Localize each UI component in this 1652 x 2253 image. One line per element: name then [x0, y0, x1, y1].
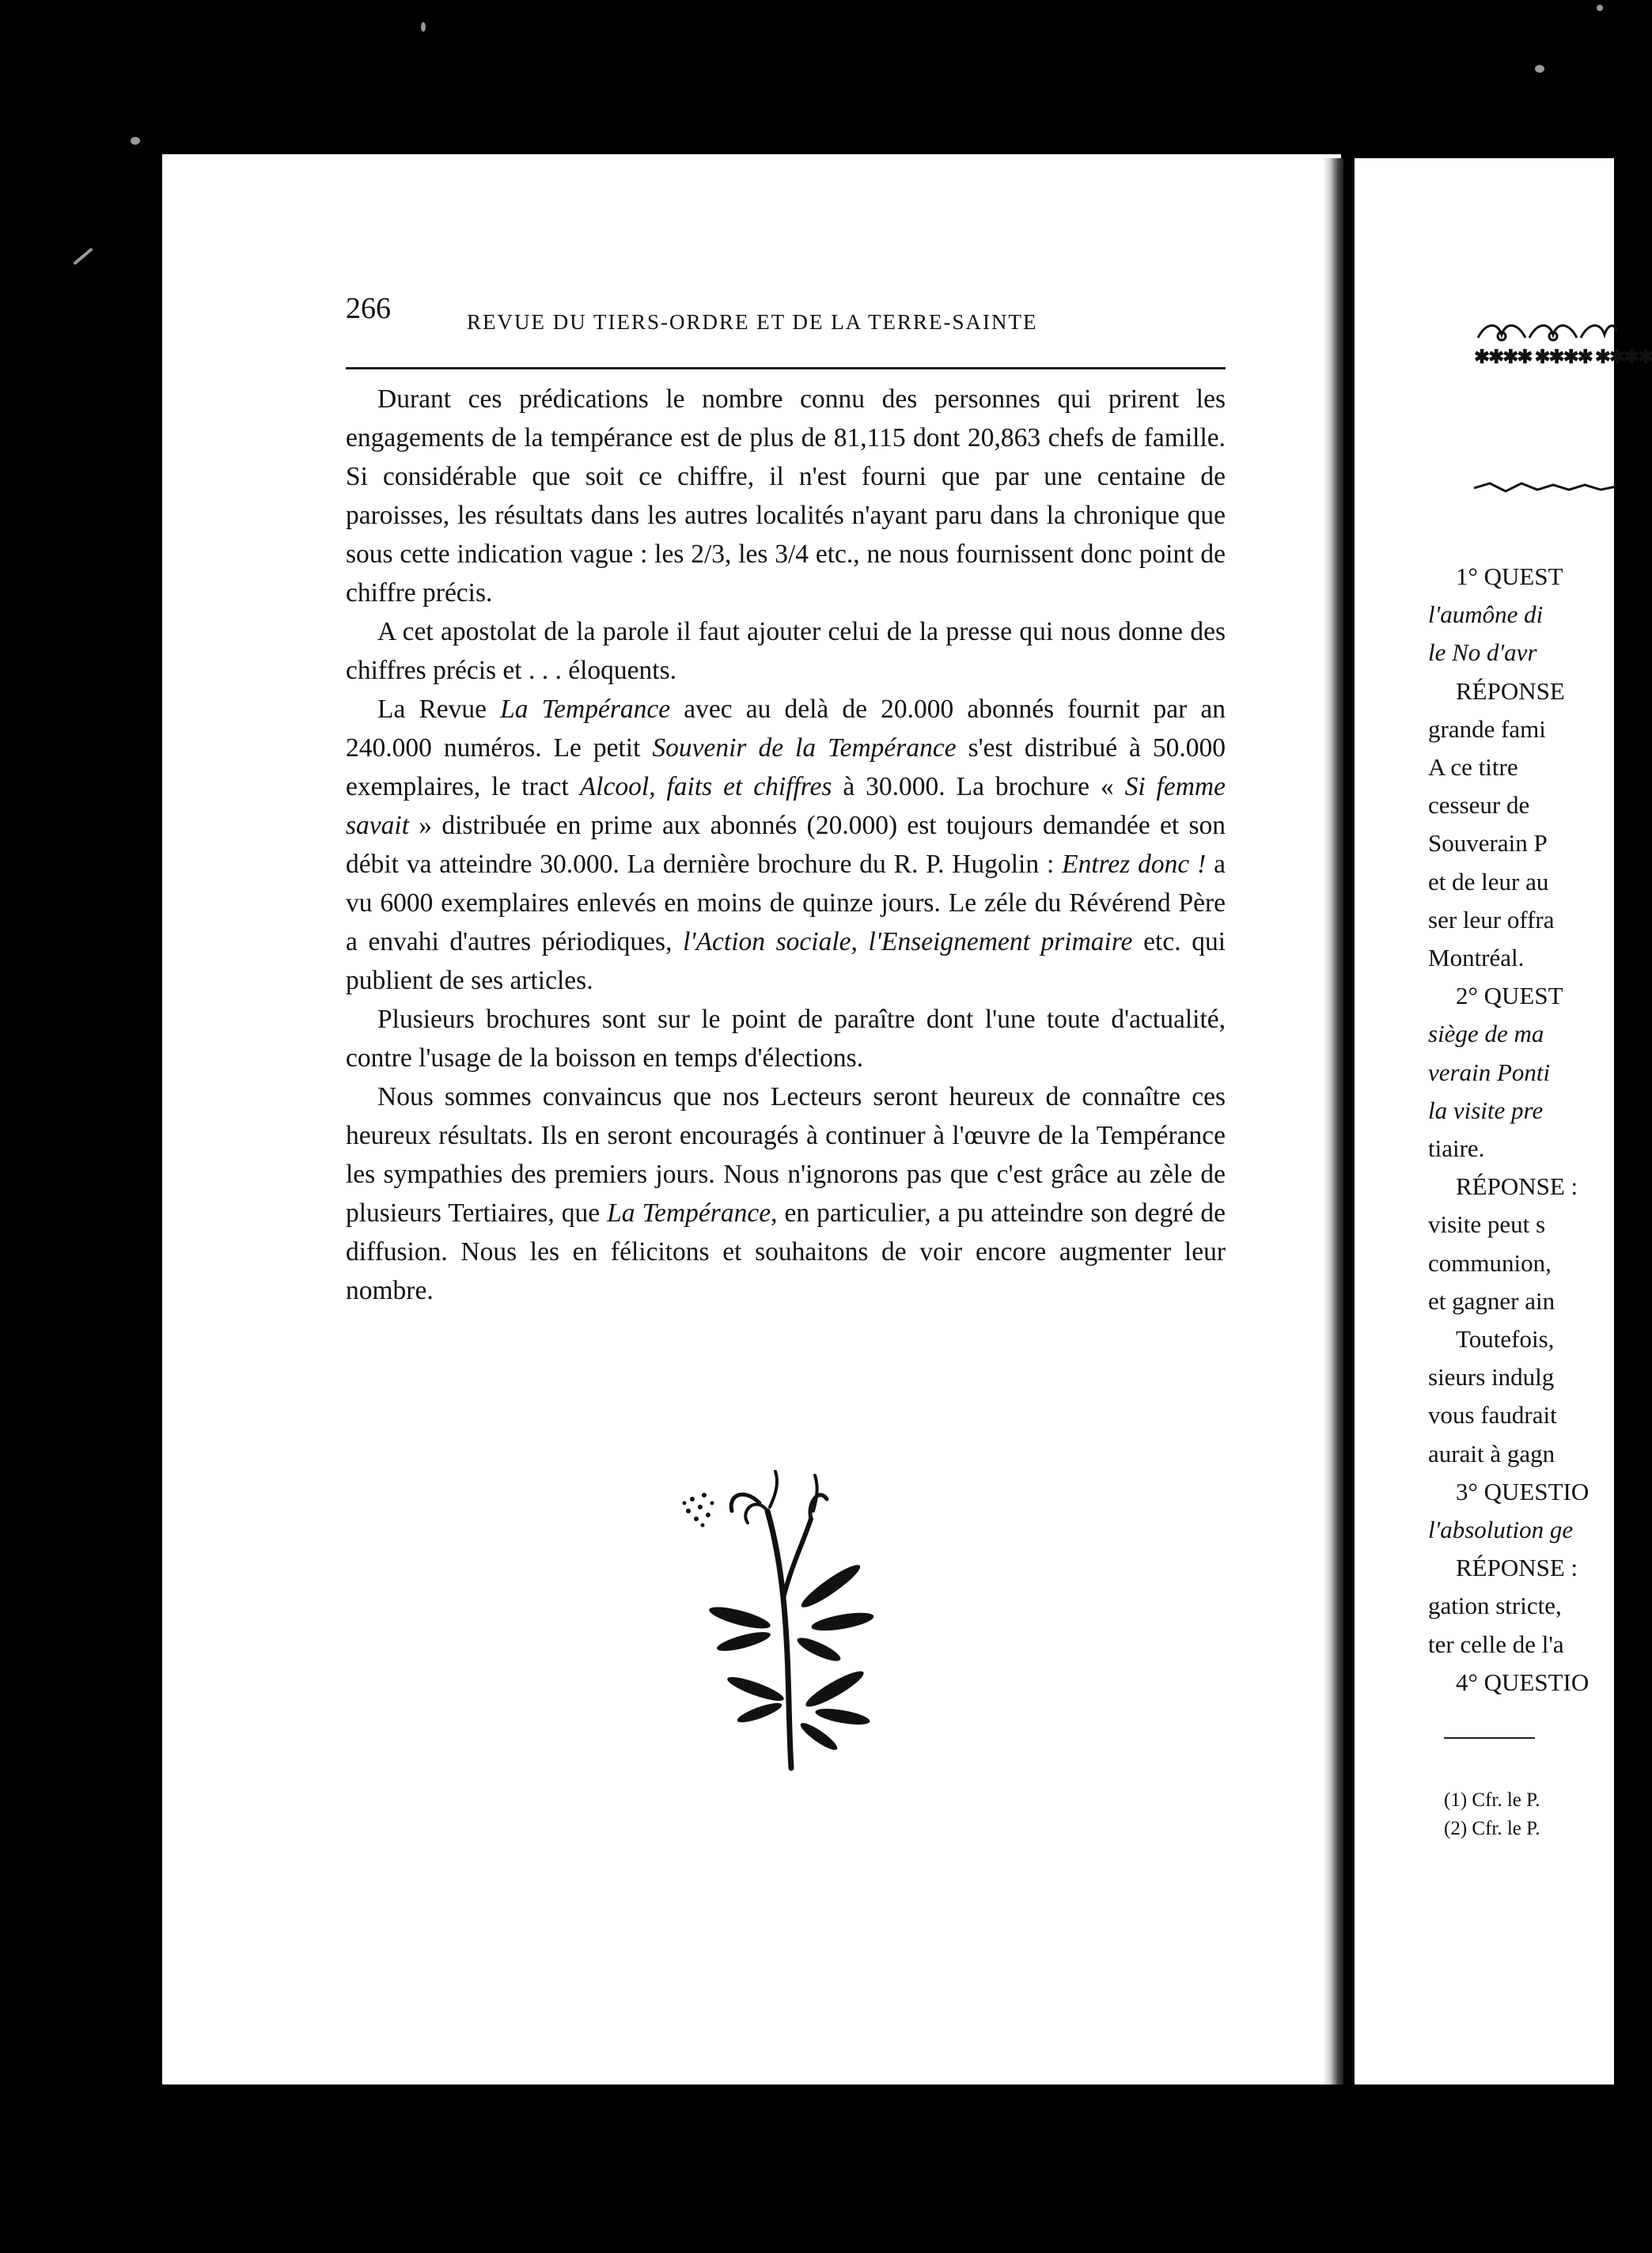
scan-speck [131, 137, 140, 145]
facing-line: tiaire. [1428, 1134, 1485, 1162]
facing-line: RÉPONSE [1456, 676, 1565, 705]
ornament-border-icon [1474, 320, 1616, 344]
facing-line: siège de ma [1428, 1020, 1544, 1048]
footnote-rule [1444, 1737, 1535, 1739]
facing-line: A ce titre [1428, 753, 1518, 781]
facing-line: grande fami [1428, 714, 1546, 743]
facing-line: RÉPONSE : [1456, 1554, 1578, 1582]
facing-line: Souverain P [1428, 829, 1548, 858]
header-rule [346, 367, 1226, 369]
paragraph-4: Plusieurs brochures sont sur le point de paraître dont l'une toute d'actualité, contre l'usage de la boisson en temps d'élections. [346, 1005, 1226, 1073]
facing-line: et de leur au [1428, 867, 1549, 896]
facing-line: communion, [1428, 1248, 1552, 1277]
footnote-1: (1) Cfr. le P. [1444, 1789, 1540, 1811]
ornament-scroll-icon [1474, 479, 1616, 498]
facing-line: Montréal. [1428, 944, 1525, 971]
facing-line: cesseur de [1428, 791, 1530, 820]
book-gutter [1323, 158, 1343, 2084]
scan-speck [421, 22, 426, 32]
facing-line: 4° QUESTIO [1456, 1668, 1589, 1696]
paragraph-2: A cet apostolat de la parole il faut ajouter celui de la presse qui nous donne des chiffres précis et . . . éloquents. [346, 617, 1226, 685]
paragraph-1: Durant ces prédications le nombre connu des personnes qui prirent les engagements de la tempérance est de plus de 81,115 dont 20,863 chefs de famille. Si considérable que soit ce chiffre, il n'est fourni que par une centaine de paroisses, les résultats dans les autres localités n'ayant paru dans la chronique que sous cette indication vague : les 2/3, les 3/4 etc., ne nous fournissent donc point de chiffre précis. [346, 384, 1226, 608]
facing-line: visite peut s [1428, 1210, 1546, 1239]
facing-line: gation stricte, [1428, 1592, 1562, 1620]
facing-line: l'aumône di [1428, 600, 1544, 629]
facing-line: RÉPONSE : [1456, 1172, 1578, 1201]
facing-line: 3° QUESTIO [1456, 1477, 1589, 1505]
page-number: 266 [346, 292, 391, 325]
facing-line: 1° QUEST [1456, 562, 1563, 590]
facing-line: verain Ponti [1428, 1058, 1551, 1086]
article-body [346, 380, 1226, 1310]
facing-line: 2° QUEST [1456, 982, 1563, 1010]
facing-line: ser leur offra [1428, 905, 1555, 933]
facing-line: et gagner ain [1428, 1286, 1555, 1315]
facing-line: Toutefois, [1456, 1325, 1555, 1353]
footnote-2: (2) Cfr. le P. [1444, 1818, 1540, 1839]
facing-line: la visite pre [1428, 1096, 1544, 1124]
scan-speck [73, 248, 93, 265]
scan-speck [1597, 5, 1603, 11]
facing-line: le No d'avr [1428, 638, 1537, 667]
facing-line: vous faudrait [1428, 1401, 1557, 1429]
facing-line: sieurs indulg [1428, 1363, 1555, 1392]
ornament-stars-icon: ✱✱✱✱ ✱✱✱✱ ✱✱✱✱ [1474, 347, 1652, 368]
scan-speck [1535, 65, 1544, 73]
facing-line: aurait à gagn [1428, 1439, 1555, 1467]
flower-fleuron-icon [665, 1464, 910, 1772]
paragraph-5: Nous sommes convaincus que nos Lecteurs seront heureux de connaître ces heureux résultats. Ils en seront encouragés à continuer à l'œuvre de la Tempérance les sympathies des premiers jours. Nous n'ignorons pas que c'est grâce au zèle de plusieurs Tertiaires, que La Tempérance, en particulier, a pu atteindre son degré de diffusion. Nous les en félicitons et souhaitons de voir encore augmenter leur nombre. [346, 1082, 1226, 1305]
paragraph-3: La Revue La Tempérance avec au delà de 20.000 abonnés fournit par an 240.000 numéros. Le petit Souvenir de la Tempérance s'est distribué à 50.000 exemplaires, le tract Alcool, faits et chiffres à 30.000. La brochure « Si femme savait » distribuée en prime aux abonnés (20.000) est toujours demandée et son débit va atteindre 30.000. La dernière brochure du R. P. Hugolin : Entrez donc ! a vu 6000 exemplaires enlevés en moins de quinze jours. Le zéle du Révérend Père a envahi d'autres périodiques, l'Action sociale, l'Enseignement primaire etc. qui publient de ses articles. [346, 695, 1226, 995]
facing-line: l'absolution ge [1428, 1516, 1574, 1543]
running-head: REVUE DU TIERS-ORDRE ET DE LA TERRE-SAINTE [467, 310, 1038, 334]
facing-line: ter celle de l'a [1428, 1630, 1564, 1658]
